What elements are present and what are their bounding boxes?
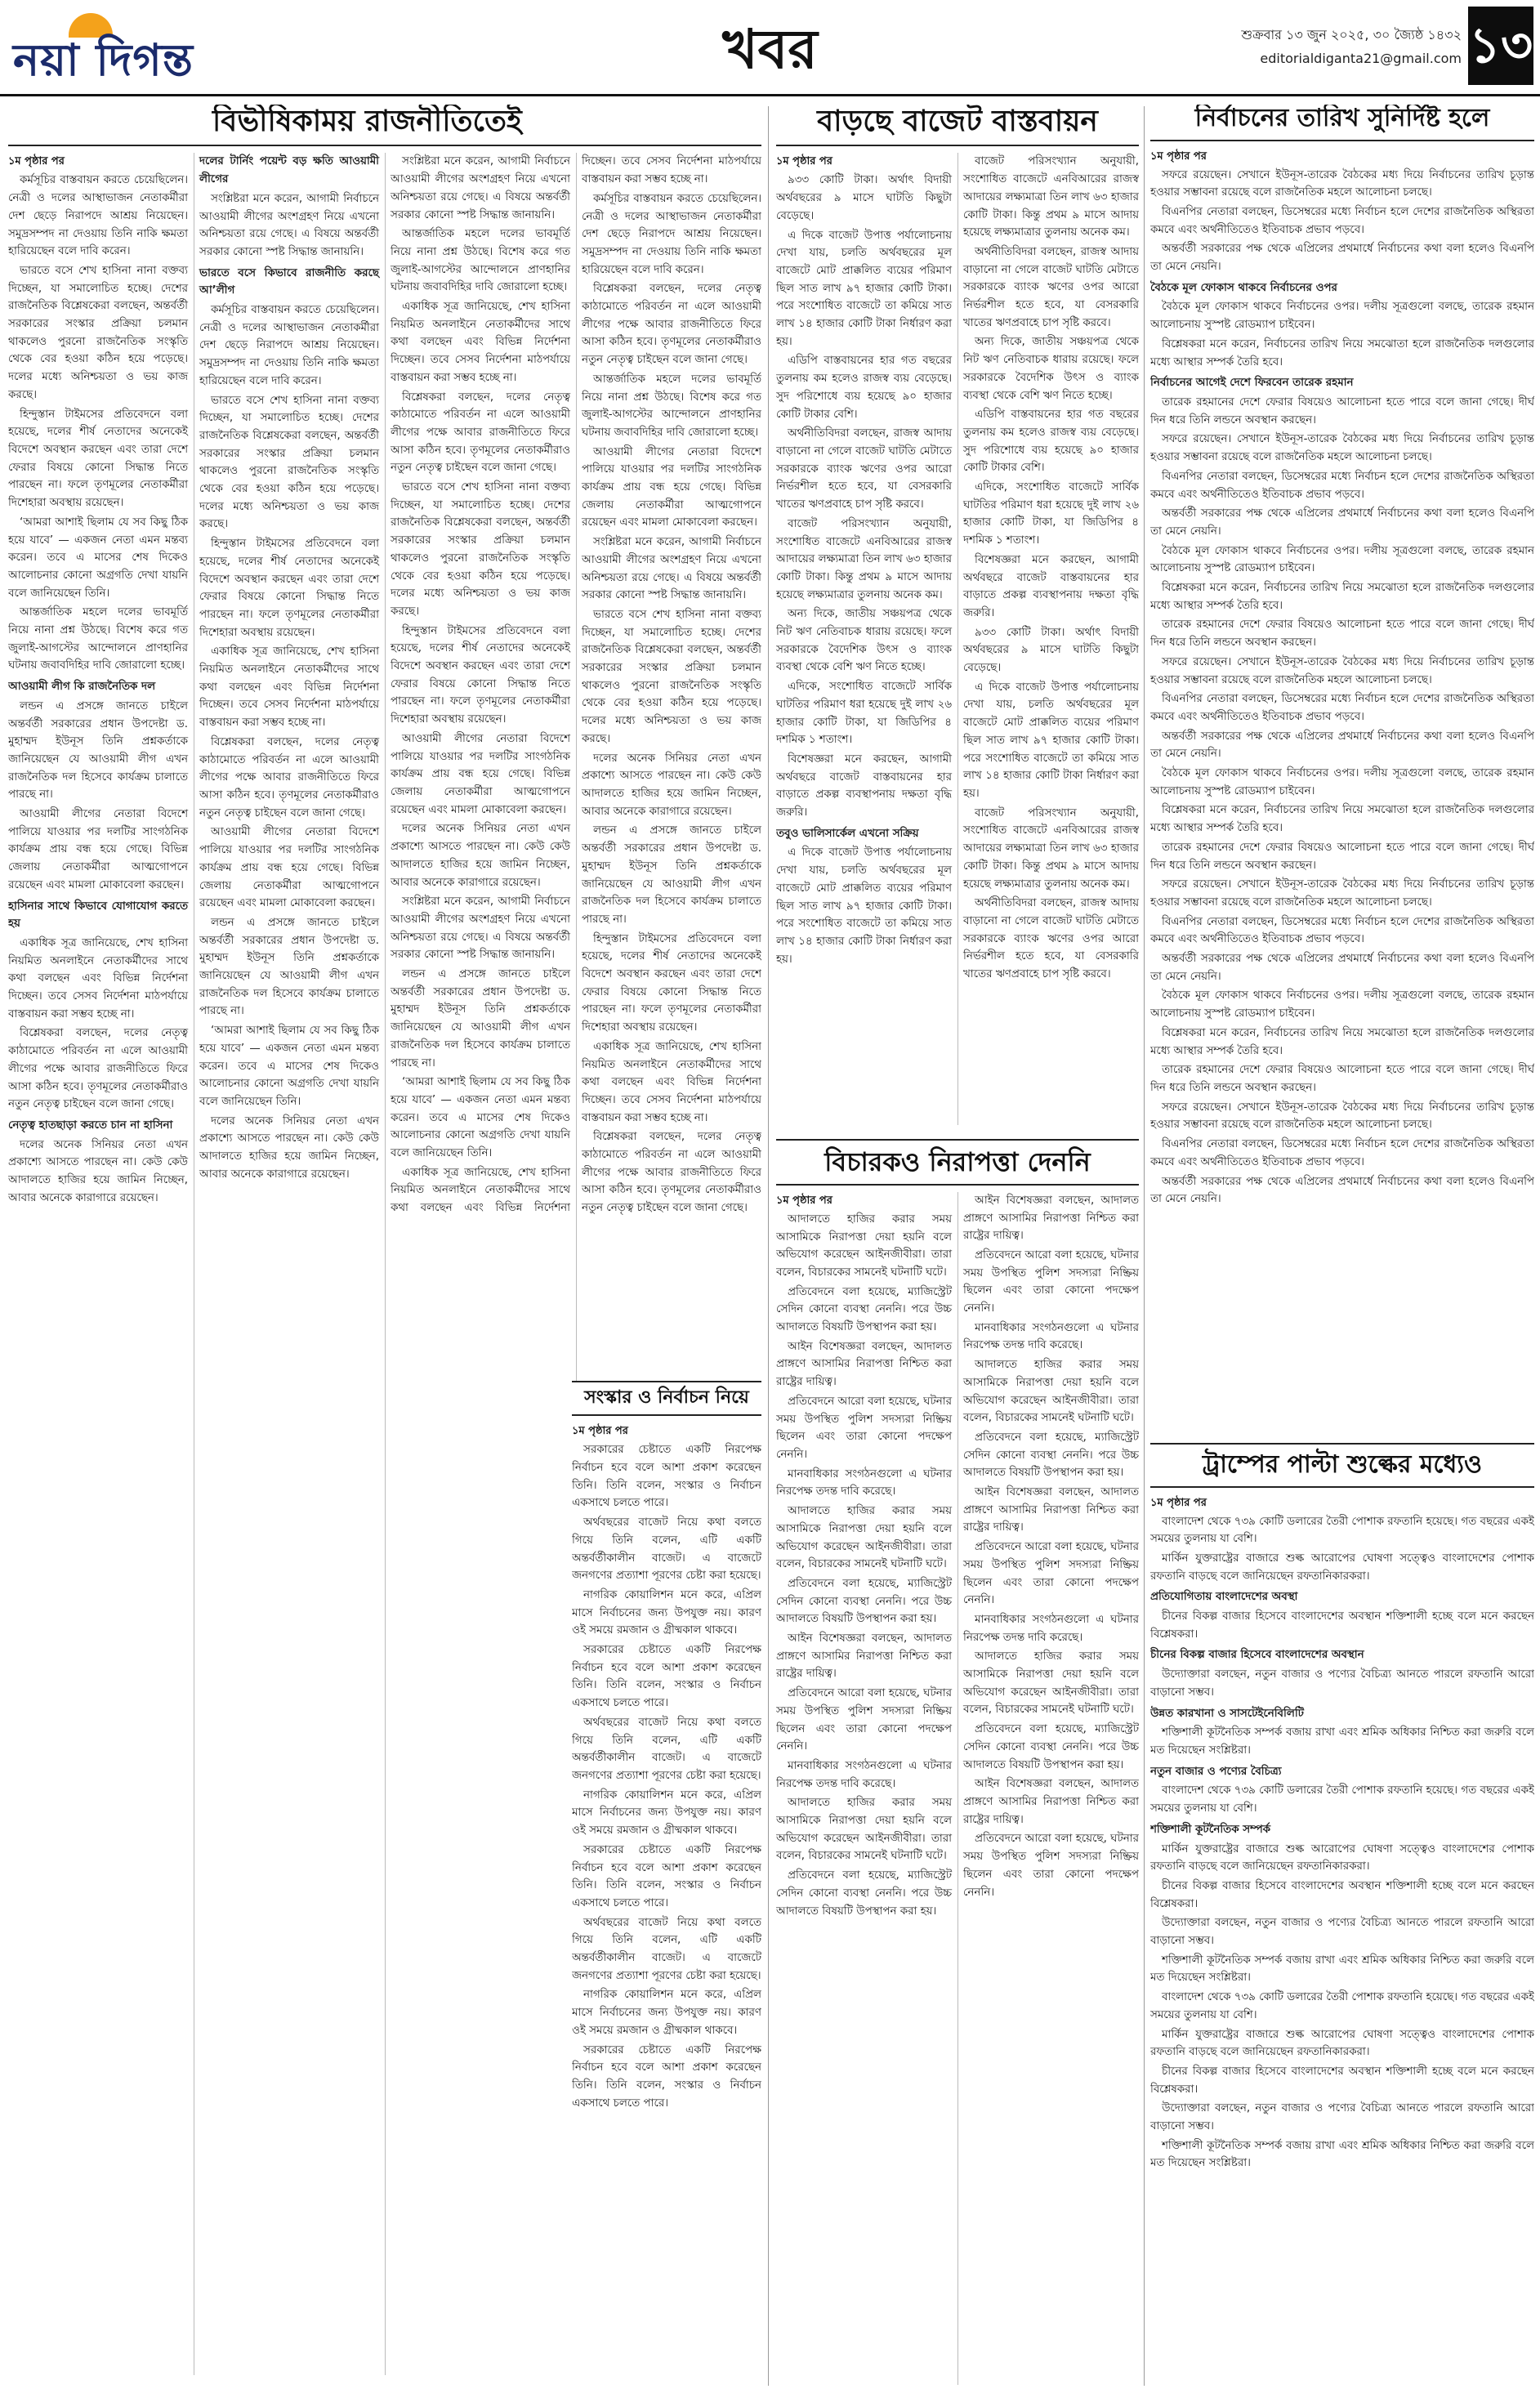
paragraph: সফরে রয়েছেন। সেখানে ইউনূস-তারেক বৈঠকের মধ্য দিয়ে নির্বাচনের তারিখ চূড়ান্ত হওয়ার সম্ভাবনা রয়েছে বলে রাজনৈতিক মহলে আলোচনা চলছে। <box>1150 655 1534 686</box>
paragraph: আওয়ামী লীগের নেতারা বিদেশে পালিয়ে যাওয়ার পর দলটির সাংগঠনিক কার্যক্রম প্রায় বন্ধ হয়ে গেছে। বিভিন্ন জেলায় নেতাকর্মীরা আত্মগোপনে রয়েছেন এবং মামলা মোকাবেলা করছেন। <box>199 826 379 910</box>
paragraph: আদালতে হাজির করার সময় আসামিকে নিরাপত্তা দেয়া হয়নি বলে অভিযোগ করেছেন আইনজীবীরা। তারা বলেন, বিচারকের সামনেই ঘটনাটি ঘটে। <box>963 1650 1139 1717</box>
paragraph: উদ্যোক্তারা বলছেন, নতুন বাজার ও পণ্যের বৈচিত্র্য আনতে পারলে রফতানি আরো বাড়ানো সম্ভব। <box>1150 2102 1534 2133</box>
subheading: আওয়ামী লীগ কি রাজনৈতিক দল <box>8 681 156 694</box>
paragraph: এদিকে, সংশোধিত বাজেটে সার্বিক ঘাটতির পরিমাণ ধরা হয়েছে দুই লাখ ২৬ হাজার কোটি টাকা, যা জিডিপির ৪ দশমিক ১ শতাংশ। <box>776 681 952 747</box>
story-trump-tariff <box>1150 1443 1534 2392</box>
paragraph: হিন্দুস্তান টাইমসের প্রতিবেদনে বলা হয়েছে, দলের শীর্ষ নেতাদের অনেকেই বিদেশে অবস্থান করছেন এবং তারা দেশে ফেরার বিষয়ে কোনো সিদ্ধান্ত নিতে পারছেন না। ফলে তৃণমূলের নেতাকর্মীরা দিশেহারা অবস্থায় রয়েছেন। <box>582 932 761 1034</box>
subheading: শক্তিশালী কূটনৈতিক সম্পর্ক <box>1150 1823 1270 1836</box>
paragraph: ‘আমরা আশাই ছিলাম যে সব কিছু ঠিক হয়ে যাবে’ — একজন নেতা এমন মন্তব্য করেন। তবে এ মাসের শেষ দিকেও আলোচনার কোনো অগ্রগতি দেখা যায়নি বলে জানিয়েছেন তিনি। <box>391 1076 570 1160</box>
paragraph: একাধিক সূত্র জানিয়েছে, শেখ হাসিনা নিয়মিত অনলাইনে নেতাকর্মীদের সাথে কথা বলছেন এবং বিভিন্ন নির্দেশনা দিচ্ছেন। তবে সেসব নির্দেশনা মাঠপর্যায়ে বাস্তবায়ন করা সম্ভব হচ্ছে না। <box>199 645 379 730</box>
paragraph: এ দিকে বাজেট উপাত্ত পর্যালোচনায় দেখা যায়, চলতি অর্থবছরের মূল বাজেটে মোট প্রাক্কলিত ব্যয়ের পরিমাণ ছিল সাত লাখ ৯৭ হাজার কোটি টাকা। পরে সংশোধিত বাজেটে তা কমিয়ে সাত লাখ ১৪ হাজার কোটি টাকা নির্ধারণ করা হয়। <box>776 846 952 966</box>
paragraph: তারেক রহমানের দেশে ফেরার বিষয়েও আলোচনা হতে পারে বলে জানা গেছে। দীর্ঘ দিন ধরে তিনি লন্ডনে অবস্থান করছেন। <box>1150 395 1534 426</box>
paragraph: প্রতিবেদনে বলা হয়েছে, ম্যাজিস্ট্রেট সেদিন কোনো ব্যবস্থা নেননি। পরে উচ্চ আদালতে বিষয়টি উপস্থাপন করা হয়। <box>963 1431 1139 1480</box>
paragraph: বিশ্লেষকরা বলছেন, দলের নেতৃত্ব কাঠামোতে পরিবর্তন না এলে আওয়ামী লীগের পক্ষে আবার রাজনীতিতে ফিরে আসা কঠিন হবে। তৃণমূলের নেতাকর্মীরাও নতুন নেতৃত্ব চাইছেন বলে জানা গেছে। <box>582 283 761 367</box>
headline: বিচারকও নিরাপত্তা দেননি <box>776 1139 1139 1186</box>
paragraph: সংশ্লিষ্টরা মনে করেন, আগামী নির্বাচনে আওয়ামী লীগের অংশগ্রহণ নিয়ে এখনো অনিশ্চয়তা রয়ে গেছে। এ বিষয়ে অন্তর্বর্তী সরকার কোনো স্পষ্ট সিদ্ধান্ত জানায়নি। <box>391 895 570 962</box>
paragraph: এডিপি বাস্তবায়নের হার গত বছরের তুলনায় কম হলেও রাজস্ব ব্যয় বেড়েছে। সুদ পরিশোধে ব্যয় হয়েছে ৯০ হাজার কোটি টাকার বেশি। <box>776 355 952 421</box>
paragraph: ‘আমরা আশাই ছিলাম যে সব কিছু ঠিক হয়ে যাবে’ — একজন নেতা এমন মন্তব্য করেন। তবে এ মাসের শেষ দিকেও আলোচনার কোনো অগ্রগতি দেখা যায়নি বলে জানিয়েছেন তিনি। <box>8 516 188 600</box>
paragraph: প্রতিবেদনে আরো বলা হয়েছে, ঘটনার সময় উপস্থিত পুলিশ সদস্যরা নিষ্ক্রিয় ছিলেন এবং তারা কোনো পদক্ষেপ নেননি। <box>776 1687 952 1753</box>
paragraph: সফরে রয়েছেন। সেখানে ইউনূস-তারেক বৈঠকের মধ্য দিয়ে নির্বাচনের তারিখ চূড়ান্ত হওয়ার সম্ভাবনা রয়েছে বলে রাজনৈতিক মহলে আলোচনা চলছে। <box>1150 433 1534 464</box>
paragraph: উদ্যোক্তারা বলছেন, নতুন বাজার ও পণ্যের বৈচিত্র্য আনতে পারলে রফতানি আরো বাড়ানো সম্ভব। <box>1150 1668 1534 1699</box>
continued-from: ১ম পৃষ্ঠার পর <box>776 1194 832 1207</box>
paragraph: বিশ্লেষকরা বলছেন, দলের নেতৃত্ব কাঠামোতে পরিবর্তন না এলে আওয়ামী লীগের পক্ষে আবার রাজনীতিতে ফিরে আসা কঠিন হবে। তৃণমূলের নেতাকর্মীরাও নতুন নেতৃত্ব চাইছেন বলে জানা গেছে। <box>582 1131 761 1215</box>
paragraph: আদালতে হাজির করার সময় আসামিকে নিরাপত্তা দেয়া হয়নি বলে অভিযোগ করেছেন আইনজীবীরা। তারা বলেন, বিচারকের সামনেই ঘটনাটি ঘটে। <box>776 1797 952 1863</box>
paragraph: বিএনপির নেতারা বলছেন, ডিসেম্বরের মধ্যে নির্বাচন হলে দেশের রাজনৈতিক অস্থিরতা কমবে এবং অর্থনীতিতেও ইতিবাচক প্রভাব পড়বে। <box>1150 470 1534 501</box>
paragraph: প্রতিবেদনে বলা হয়েছে, ম্যাজিস্ট্রেট সেদিন কোনো ব্যবস্থা নেননি। পরে উচ্চ আদালতে বিষয়টি উপস্থাপন করা হয়। <box>776 1577 952 1626</box>
paragraph: বৈঠকে মূল ফোকাস থাকবে নির্বাচনের ওপর। দলীয় সূত্রগুলো বলছে, তারেক রহমান আলোচনায় সুস্পষ্ট রোডম্যাপ চাইবেন। <box>1150 544 1534 575</box>
paragraph: বিএনপির নেতারা বলছেন, ডিসেম্বরের মধ্যে নির্বাচন হলে দেশের রাজনৈতিক অস্থিরতা কমবে এবং অর্থনীতিতেও ইতিবাচক প্রভাব পড়বে। <box>1150 205 1534 236</box>
paragraph: তারেক রহমানের দেশে ফেরার বিষয়েও আলোচনা হতে পারে বলে জানা গেছে। দীর্ঘ দিন ধরে তিনি লন্ডনে অবস্থান করছেন। <box>1150 618 1534 650</box>
subheading: নির্বাচনের আগেই দেশে ফিরবেন তারেক রহমান <box>1150 377 1354 390</box>
column-divider <box>1144 106 1145 2386</box>
continued-from: ১ম পৃষ্ঠার পর <box>8 155 65 168</box>
paragraph: একাধিক সূত্র জানিয়েছে, শেখ হাসিনা নিয়মিত অনলাইনে নেতাকর্মীদের সাথে কথা বলছেন এবং বিভিন্ন নির্দেশনা দিচ্ছেন। তবে সেসব নির্দেশনা মাঠপর্যায়ে বাস্তবায়ন করা সম্ভব হচ্ছে না। <box>391 301 570 384</box>
paragraph: এডিপি বাস্তবায়নের হার গত বছরের তুলনায় কম হলেও রাজস্ব ব্যয় বেড়েছে। সুদ পরিশোধে ব্যয় হয়েছে ৯০ হাজার কোটি টাকার বেশি। <box>963 409 1139 475</box>
paragraph: কর্মসূচির বাস্তবায়ন করতে চেয়েছিলেন। নেত্রী ও দলের আস্থাভাজন নেতাকর্মীরা দেশ ছেড়ে নিরাপদে আশ্রয় নিয়েছেন। সমুদ্রসম্পদ না দেওয়ায় তিনি নাকি ক্ষমতা হারিয়েছেন বলে দাবি করেন। <box>582 192 761 276</box>
paragraph: প্রতিবেদনে আরো বলা হয়েছে, ঘটনার সময় উপস্থিত পুলিশ সদস্যরা নিষ্ক্রিয় ছিলেন এবং তারা কোনো পদক্ষেপ নেননি। <box>776 1395 952 1461</box>
paragraph: মানবাধিকার সংগঠনগুলো এ ঘটনার নিরপেক্ষ তদন্ত দাবি করেছে। <box>776 1759 952 1790</box>
paragraph: আদালতে হাজির করার সময় আসামিকে নিরাপত্তা দেয়া হয়নি বলে অভিযোগ করেছেন আইনজীবীরা। তারা বলেন, বিচারকের সামনেই ঘটনাটি ঘটে। <box>776 1212 952 1279</box>
paragraph: আওয়ামী লীগের নেতারা বিদেশে পালিয়ে যাওয়ার পর দলটির সাংগঠনিক কার্যক্রম প্রায় বন্ধ হয়ে গেছে। বিভিন্ন জেলায় নেতাকর্মীরা আত্মগোপনে রয়েছেন এবং মামলা মোকাবেলা করছেন। <box>582 445 761 529</box>
paragraph: বাজেট পরিসংখ্যান অনুযায়ী, সংশোধিত বাজেটে এনবিআরের রাজস্ব আদায়ের লক্ষ্যমাত্রা তিন লাখ ৬৩ হাজার কোটি টাকা। কিন্তু প্রথম ৯ মাসে আদায় হয়েছে লক্ষ্যমাত্রার তুলনায় অনেক কম। <box>963 155 1139 239</box>
paragraph: এদিকে, সংশোধিত বাজেটে সার্বিক ঘাটতির পরিমাণ ধরা হয়েছে দুই লাখ ২৬ হাজার কোটি টাকা, যা জিডিপির ৪ দশমিক ১ শতাংশ। <box>963 481 1139 547</box>
paragraph: বিএনপির নেতারা বলছেন, ডিসেম্বরের মধ্যে নির্বাচন হলে দেশের রাজনৈতিক অস্থিরতা কমবে এবং অর্থনীতিতেও ইতিবাচক প্রভাব পড়বে। <box>1150 1138 1534 1168</box>
continued-from: ১ম পৃষ্ঠার পর <box>1150 1496 1207 1509</box>
paragraph: আন্তর্জাতিক মহলে দলের ভাবমূর্তি নিয়ে নানা প্রশ্ন উঠছে। বিশেষ করে গত জুলাই-আগস্টের আন্দোলনে প্রাণহানির ঘটনায় জবাবদিহির দাবি জোরালো হচ্ছে। <box>391 228 570 294</box>
paragraph: অন্তর্বর্তী সরকারের পক্ষ থেকে এপ্রিলের প্রথমার্ধে নির্বাচনের কথা বলা হলেও বিএনপি তা মেনে নেয়নি। <box>1150 730 1534 761</box>
paragraph: প্রতিবেদনে আরো বলা হয়েছে, ঘটনার সময় উপস্থিত পুলিশ সদস্যরা নিষ্ক্রিয় ছিলেন এবং তারা কোনো পদক্ষেপ নেননি। <box>963 1541 1139 1607</box>
continued-from: ১ম পৃষ্ঠার পর <box>776 155 832 168</box>
story-body <box>1150 1494 1534 2385</box>
paragraph: বিশ্লেষকরা মনে করেন, নির্বাচনের তারিখ নিয়ে সমঝোতা হলে রাজনৈতিক দলগুলোর মধ্যে আস্থার সম্পর্ক তৈরি হবে। <box>1150 337 1534 368</box>
headline: সংস্কার ও নির্বাচন নিয়ে <box>572 1381 761 1416</box>
masthead <box>0 0 1540 96</box>
paragraph: একাধিক সূত্র জানিয়েছে, শেখ হাসিনা নিয়মিত অনলাইনে নেতাকর্মীদের সাথে কথা বলছেন এবং বিভিন্ন নির্দেশনা দিচ্ছেন। তবে সেসব নির্দেশনা মাঠপর্যায়ে বাস্তবায়ন করা সম্ভব হচ্ছে না। <box>391 155 761 1215</box>
paragraph: ভারতে বসে শেখ হাসিনা নানা বক্তব্য দিচ্ছেন, যা সমালোচিত হচ্ছে। দেশের রাজনৈতিক বিশ্লেষকেরা বলছেন, অন্তর্বর্তী সরকারের সংস্কার প্রক্রিয়া চলমান থাকলেও পুরনো রাজনৈতিক সংস্কৃতি থেকে বের হওয়া কঠিন হয়ে পড়েছে। দলের মধ্যে অনিশ্চয়তা ও ভয় কাজ করছে। <box>8 264 188 401</box>
paragraph: অর্থবছরের বাজেট নিয়ে কথা বলতে গিয়ে তিনি বলেন, এটি একটি অন্তর্বর্তীকালীন বাজেট। এ বাজেটে জনগণের প্রত্যাশা পূরণের চেষ্টা করা হয়েছে। <box>572 1716 761 1782</box>
paragraph: ভারতে বসে শেখ হাসিনা নানা বক্তব্য দিচ্ছেন, যা সমালোচিত হচ্ছে। দেশের রাজনৈতিক বিশ্লেষকেরা বলছেন, অন্তর্বর্তী সরকারের সংস্কার প্রক্রিয়া চলমান থাকলেও পুরনো রাজনৈতিক সংস্কৃতি থেকে বের হওয়া কঠিন হয়ে পড়েছে। দলের মধ্যে অনিশ্চয়তা ও ভয় কাজ করছে। <box>582 608 761 745</box>
paragraph: বিএনপির নেতারা বলছেন, ডিসেম্বরের মধ্যে নির্বাচন হলে দেশের রাজনৈতিক অস্থিরতা কমবে এবং অর্থনীতিতেও ইতিবাচক প্রভাব পড়বে। <box>1150 693 1534 723</box>
continued-from: ১ম পৃষ্ঠার পর <box>572 1425 628 1438</box>
paragraph: প্রতিবেদনে আরো বলা হয়েছে, ঘটনার সময় উপস্থিত পুলিশ সদস্যরা নিষ্ক্রিয় ছিলেন এবং তারা কোনো পদক্ষেপ নেননি। <box>963 1248 1139 1315</box>
subheading: হাসিনার সাথে কিভাবে যোগাযোগ করতে হয় <box>8 900 188 931</box>
paragraph: শক্তিশালী কূটনৈতিক সম্পর্ক বজায় রাখা এবং শ্রমিক অধিকার নিশ্চিত করা জরুরি বলে মত দিয়েছেন সংশ্লিষ্টরা। <box>1150 1954 1534 1985</box>
paragraph: লন্ডন এ প্রসঙ্গে জানতে চাইলে অন্তর্বর্তী সরকারের প্রধান উপদেষ্টা ড. মুহাম্মদ ইউনূস তিনি প্রশ্নকর্তাকে জানিয়েছেন যে আওয়ামী লীগ এখন রাজনৈতিক দল হিসেবে কার্যক্রম চালাতে পারছে না। <box>8 699 188 802</box>
paragraph: প্রতিবেদনে বলা হয়েছে, ম্যাজিস্ট্রেট সেদিন কোনো ব্যবস্থা নেননি। পরে উচ্চ আদালতে বিষয়টি উপস্থাপন করা হয়। <box>776 1285 952 1334</box>
subheading: উন্নত কারখানা ও সাসটেইনেবিলিটি <box>1150 1707 1304 1720</box>
paragraph: অর্থনীতিবিদরা বলছেন, রাজস্ব আদায় বাড়ানো না গেলে বাজেট ঘাটতি মেটাতে সরকারকে ব্যাংক ঋণের ওপর আরো নির্ভরশীল হতে হবে, যা বেসরকারি খাতের ঋণপ্রবাহে চাপ সৃষ্টি করবে। <box>776 427 952 511</box>
paragraph: চীনের বিকল্প বাজার হিসেবে বাংলাদেশের অবস্থান শক্তিশালী হচ্ছে বলে মনে করছেন বিশ্লেষকরা। <box>1150 1610 1534 1641</box>
column-divider <box>768 106 769 2386</box>
paragraph: মার্কিন যুক্তরাষ্ট্রের বাজারে শুল্ক আরোপের ঘোষণা সত্ত্বেও বাংলাদেশের পোশাক রফতানি বাড়ছে বলে জানিয়েছেন রফতানিকারকরা। <box>1150 1842 1534 1873</box>
paragraph: হিন্দুস্তান টাইমসের প্রতিবেদনে বলা হয়েছে, দলের শীর্ষ নেতাদের অনেকেই বিদেশে অবস্থান করছেন এবং তারা দেশে ফেরার বিষয়ে কোনো সিদ্ধান্ত নিতে পারছেন না। ফলে তৃণমূলের নেতাকর্মীরা দিশেহারা অবস্থায় রয়েছেন। <box>391 624 570 726</box>
paragraph: বৈঠকে মূল ফোকাস থাকবে নির্বাচনের ওপর। দলীয় সূত্রগুলো বলছে, তারেক রহমান আলোচনায় সুস্পষ্ট রোডম্যাপ চাইবেন। <box>1150 767 1534 797</box>
paragraph: আইন বিশেষজ্ঞরা বলছেন, আদালত প্রাঙ্গণে আসামির নিরাপত্তা নিশ্চিত করা রাষ্ট্রের দায়িত্ব। <box>963 1486 1139 1534</box>
story-body <box>776 1192 1139 2385</box>
paragraph: বাজেট পরিসংখ্যান অনুযায়ী, সংশোধিত বাজেটে এনবিআরের রাজস্ব আদায়ের লক্ষ্যমাত্রা তিন লাখ ৬৩ হাজার কোটি টাকা। কিন্তু প্রথম ৯ মাসে আদায় হয়েছে লক্ষ্যমাত্রার তুলনায় অনেক কম। <box>963 806 1139 891</box>
paragraph: সংশ্লিষ্টরা মনে করেন, আগামী নির্বাচনে আওয়ামী লীগের অংশগ্রহণ নিয়ে এখনো অনিশ্চয়তা রয়ে গেছে। এ বিষয়ে অন্তর্বর্তী সরকার কোনো স্পষ্ট সিদ্ধান্ত জানায়নি। <box>391 155 570 221</box>
subheading: চীনের বিকল্প বাজার হিসেবে বাংলাদেশের অবস্থান <box>1150 1649 1364 1662</box>
paragraph: আদালতে হাজির করার সময় আসামিকে নিরাপত্তা দেয়া হয়নি বলে অভিযোগ করেছেন আইনজীবীরা। তারা বলেন, বিচারকের সামনেই ঘটনাটি ঘটে। <box>963 1359 1139 1425</box>
paragraph: আওয়ামী লীগের নেতারা বিদেশে পালিয়ে যাওয়ার পর দলটির সাংগঠনিক কার্যক্রম প্রায় বন্ধ হয়ে গেছে। বিভিন্ন জেলায় নেতাকর্মীরা আত্মগোপনে রয়েছেন এবং মামলা মোকাবেলা করছেন। <box>8 808 188 891</box>
paragraph: দলের অনেক সিনিয়র নেতা এখন প্রকাশ্যে আসতে পারছেন না। কেউ কেউ আদালতে হাজির হয়ে জামিন নিচ্ছেন, আবার অনেকে কারাগারে রয়েছেন। <box>391 823 570 889</box>
paragraph: এ দিকে বাজেট উপাত্ত পর্যালোচনায় দেখা যায়, চলতি অর্থবছরের মূল বাজেটে মোট প্রাক্কলিত ব্যয়ের পরিমাণ ছিল সাত লাখ ৯৭ হাজার কোটি টাকা। পরে সংশোধিত বাজেটে তা কমিয়ে সাত লাখ ১৪ হাজার কোটি টাকা নির্ধারণ করা হয়। <box>776 229 952 348</box>
story-justice <box>776 1139 1139 2392</box>
paragraph: বিশ্লেষকরা বলছেন, দলের নেতৃত্ব কাঠামোতে পরিবর্তন না এলে আওয়ামী লীগের পক্ষে আবার রাজনীতিতে ফিরে আসা কঠিন হবে। তৃণমূলের নেতাকর্মীরাও নতুন নেতৃত্ব চাইছেন বলে জানা গেছে। <box>199 735 379 819</box>
paragraph: বাংলাদেশ থেকে ৭৩৯ কোটি ডলারের তৈরী পোশাক রফতানি হয়েছে। গত বছরের একই সময়ের তুলনায় যা বেশি। <box>1150 1991 1534 2021</box>
paragraph: একাধিক সূত্র জানিয়েছে, শেখ হাসিনা নিয়মিত অনলাইনে নেতাকর্মীদের সাথে কথা বলছেন এবং বিভিন্ন নির্দেশনা দিচ্ছেন। তবে সেসব নির্দেশনা মাঠপর্যায়ে বাস্তবায়ন করা সম্ভব হচ্ছে না। <box>582 1040 761 1124</box>
paragraph: সংশ্লিষ্টরা মনে করেন, আগামী নির্বাচনে আওয়ামী লীগের অংশগ্রহণ নিয়ে এখনো অনিশ্চয়তা রয়ে গেছে। এ বিষয়ে অন্তর্বর্তী সরকার কোনো স্পষ্ট সিদ্ধান্ত জানায়নি। <box>582 536 761 602</box>
paragraph: আইন বিশেষজ্ঞরা বলছেন, আদালত প্রাঙ্গণে আসামির নিরাপত্তা নিশ্চিত করা রাষ্ট্রের দায়িত্ব। <box>963 1778 1139 1826</box>
paragraph: এ দিকে বাজেট উপাত্ত পর্যালোচনায় দেখা যায়, চলতি অর্থবছরের মূল বাজেটে মোট প্রাক্কলিত ব্যয়ের পরিমাণ ছিল সাত লাখ ৯৭ হাজার কোটি টাকা। পরে সংশোধিত বাজেটে তা কমিয়ে সাত লাখ ১৪ হাজার কোটি টাকা নির্ধারণ করা হয়। <box>963 681 1139 800</box>
page-number: ১৩ <box>1468 7 1533 85</box>
subheading: নতুন বাজার ও পণ্যের বৈচিত্র্য <box>1150 1765 1282 1778</box>
paragraph: দলের অনেক সিনিয়র নেতা এখন প্রকাশ্যে আসতে পারছেন না। কেউ কেউ আদালতে হাজির হয়ে জামিন নিচ্ছেন, আবার অনেকে কারাগারে রয়েছেন। <box>582 752 761 818</box>
paragraph: সফরে রয়েছেন। সেখানে ইউনূস-তারেক বৈঠকের মধ্য দিয়ে নির্বাচনের তারিখ চূড়ান্ত হওয়ার সম্ভাবনা রয়েছে বলে রাজনৈতিক মহলে আলোচনা চলছে। <box>1150 168 1534 199</box>
paragraph: ৯৩৩ কোটি টাকা। অর্থাৎ বিদায়ী অর্থবছরের ৯ মাসে ঘাটতি কিছুটা বেড়েছে। <box>963 626 1139 675</box>
paragraph: চীনের বিকল্প বাজার হিসেবে বাংলাদেশের অবস্থান শক্তিশালী হচ্ছে বলে মনে করছেন বিশ্লেষকরা। <box>1150 1879 1534 1910</box>
paragraph: নাগরিক কোয়ালিশন মনে করে, এপ্রিল মাসে নির্বাচনের জন্য উপযুক্ত নয়। কারণ ওই সময়ে রমজান ও গ্রীষ্মকাল থাকবে। <box>572 1989 761 2037</box>
section-title: খবর <box>722 17 818 81</box>
continued-from: ১ম পৃষ্ঠার পর <box>1150 150 1207 163</box>
paragraph: অর্থবছরের বাজেট নিয়ে কথা বলতে গিয়ে তিনি বলেন, এটি একটি অন্তর্বর্তীকালীন বাজেট। এ বাজেটে জনগণের প্রত্যাশা পূরণের চেষ্টা করা হয়েছে। <box>572 1916 761 1982</box>
paragraph: উদ্যোক্তারা বলছেন, নতুন বাজার ও পণ্যের বৈচিত্র্য আনতে পারলে রফতানি আরো বাড়ানো সম্ভব। <box>1150 1917 1534 1948</box>
paragraph: অন্তর্বর্তী সরকারের পক্ষ থেকে এপ্রিলের প্রথমার্ধে নির্বাচনের কথা বলা হলেও বিএনপি তা মেনে নেয়নি। <box>1150 953 1534 983</box>
paragraph: বিশ্লেষকরা বলছেন, দলের নেতৃত্ব কাঠামোতে পরিবর্তন না এলে আওয়ামী লীগের পক্ষে আবার রাজনীতিতে ফিরে আসা কঠিন হবে। তৃণমূলের নেতাকর্মীরাও নতুন নেতৃত্ব চাইছেন বলে জানা গেছে। <box>391 391 570 475</box>
subheading: তবুও ভালিসার্কেল এখনো সক্রিয় <box>776 827 919 840</box>
paragraph: আন্তর্জাতিক মহলে দলের ভাবমূর্তি নিয়ে নানা প্রশ্ন উঠছে। বিশেষ করে গত জুলাই-আগস্টের আন্দোলনে প্রাণহানির ঘটনায় জবাবদিহির দাবি জোরালো হচ্ছে। <box>8 606 188 672</box>
paragraph: ভারতে বসে শেখ হাসিনা নানা বক্তব্য দিচ্ছেন, যা সমালোচিত হচ্ছে। দেশের রাজনৈতিক বিশ্লেষকেরা বলছেন, অন্তর্বর্তী সরকারের সংস্কার প্রক্রিয়া চলমান থাকলেও পুরনো রাজনৈতিক সংস্কৃতি থেকে বের হওয়া কঠিন হয়ে পড়েছে। দলের মধ্যে অনিশ্চয়তা ও ভয় কাজ করছে। <box>391 481 570 618</box>
story-body <box>776 153 1139 1125</box>
paragraph: ‘আমরা আশাই ছিলাম যে সব কিছু ঠিক হয়ে যাবে’ — একজন নেতা এমন মন্তব্য করেন। তবে এ মাসের শেষ দিকেও আলোচনার কোনো অগ্রগতি দেখা যায়নি বলে জানিয়েছেন তিনি। <box>199 1025 379 1108</box>
paragraph: বিএনপির নেতারা বলছেন, ডিসেম্বরের মধ্যে নির্বাচন হলে দেশের রাজনৈতিক অস্থিরতা কমবে এবং অর্থনীতিতেও ইতিবাচক প্রভাব পড়বে। <box>1150 915 1534 946</box>
subheading: ভারতে বসে কিভাবে রাজনীতি করছে আ’লীগ <box>199 266 379 297</box>
paragraph: মার্কিন যুক্তরাষ্ট্রের বাজারে শুল্ক আরোপের ঘোষণা সত্ত্বেও বাংলাদেশের পোশাক রফতানি বাড়ছে বলে জানিয়েছেন রফতানিকারকরা। <box>1150 1552 1534 1583</box>
story-budget <box>776 105 1139 1134</box>
paragraph: বিশ্লেষকরা বলছেন, দলের নেতৃত্ব কাঠামোতে পরিবর্তন না এলে আওয়ামী লীগের পক্ষে আবার রাজনীতিতে ফিরে আসা কঠিন হবে। তৃণমূলের নেতাকর্মীরাও নতুন নেতৃত্ব চাইছেন বলে জানা গেছে। <box>8 1027 188 1111</box>
paragraph: অর্থনীতিবিদরা বলছেন, রাজস্ব আদায় বাড়ানো না গেলে বাজেট ঘাটতি মেটাতে সরকারকে ব্যাংক ঋণের ওপর আরো নির্ভরশীল হতে হবে, যা বেসরকারি খাতের ঋণপ্রবাহে চাপ সৃষ্টি করবে। <box>963 897 1139 981</box>
paragraph: তারেক রহমানের দেশে ফেরার বিষয়েও আলোচনা হতে পারে বলে জানা গেছে। দীর্ঘ দিন ধরে তিনি লন্ডনে অবস্থান করছেন। <box>1150 841 1534 872</box>
paragraph: আওয়ামী লীগের নেতারা বিদেশে পালিয়ে যাওয়ার পর দলটির সাংগঠনিক কার্যক্রম প্রায় বন্ধ হয়ে গেছে। বিভিন্ন জেলায় নেতাকর্মীরা আত্মগোপনে রয়েছেন এবং মামলা মোকাবেলা করছেন। <box>391 732 570 816</box>
paragraph: সরকারের চেষ্টাতে একটি নিরপেক্ষ নির্বাচন হবে বলে আশা প্রকাশ করেছেন তিনি। তিনি বলেন, সংস্কার ও নির্বাচন একসাথে চলতে পারে। <box>572 1843 761 1909</box>
story-election <box>1150 105 1534 1436</box>
paragraph: কর্মসূচির বাস্তবায়ন করতে চেয়েছিলেন। নেত্রী ও দলের আস্থাভাজন নেতাকর্মীরা দেশ ছেড়ে নিরাপদে আশ্রয় নিয়েছেন। সমুদ্রসম্পদ না দেওয়ায় তিনি নাকি ক্ষমতা হারিয়েছেন বলে দাবি করেন। <box>199 304 379 387</box>
paragraph: হিন্দুস্তান টাইমসের প্রতিবেদনে বলা হয়েছে, দলের শীর্ষ নেতাদের অনেকেই বিদেশে অবস্থান করছেন এবং তারা দেশে ফেরার বিষয়ে কোনো সিদ্ধান্ত নিতে পারছেন না। ফলে তৃণমূলের নেতাকর্মীরা দিশেহারা অবস্থায় রয়েছেন। <box>8 408 188 510</box>
paragraph: মানবাধিকার সংগঠনগুলো এ ঘটনার নিরপেক্ষ তদন্ত দাবি করেছে। <box>963 1321 1139 1352</box>
paragraph: অন্য দিকে, জাতীয় সঞ্চয়পত্র থেকে নিট ঋণ নেতিবাচক ধারায় রয়েছে। ফলে সরকারকে বৈদেশিক উৎস ও ব্যাংক ব্যবস্থা থেকে বেশি ঋণ নিতে হচ্ছে। <box>963 336 1139 402</box>
paragraph: বৈঠকে মূল ফোকাস থাকবে নির্বাচনের ওপর। দলীয় সূত্রগুলো বলছে, তারেক রহমান আলোচনায় সুস্পষ্ট রোডম্যাপ চাইবেন। <box>1150 301 1534 332</box>
paragraph: প্রতিবেদনে বলা হয়েছে, ম্যাজিস্ট্রেট সেদিন কোনো ব্যবস্থা নেননি। পরে উচ্চ আদালতে বিষয়টি উপস্থাপন করা হয়। <box>776 1869 952 1918</box>
paragraph: বিশেষজ্ঞরা মনে করছেন, আগামী অর্থবছরে বাজেট বাস্তবায়নের হার বাড়াতে প্রকল্প ব্যবস্থাপনায় দক্ষতা বৃদ্ধি জরুরি। <box>963 553 1139 619</box>
paragraph: লন্ডন এ প্রসঙ্গে জানতে চাইলে অন্তর্বর্তী সরকারের প্রধান উপদেষ্টা ড. মুহাম্মদ ইউনূস তিনি প্রশ্নকর্তাকে জানিয়েছেন যে আওয়ামী লীগ এখন রাজনৈতিক দল হিসেবে কার্যক্রম চালাতে পারছে না। <box>199 916 379 1018</box>
paragraph: ৯৩৩ কোটি টাকা। অর্থাৎ বিদায়ী অর্থবছরের ৯ মাসে ঘাটতি কিছুটা বেড়েছে। <box>776 174 952 222</box>
logo-text: নয়া দিগন্ত <box>13 33 194 86</box>
paragraph: দলের অনেক সিনিয়র নেতা এখন প্রকাশ্যে আসতে পারছেন না। কেউ কেউ আদালতে হাজির হয়ে জামিন নিচ্ছেন, আবার অনেকে কারাগারে রয়েছেন। <box>8 1138 188 1204</box>
paragraph: সরকারের চেষ্টাতে একটি নিরপেক্ষ নির্বাচন হবে বলে আশা প্রকাশ করেছেন তিনি। তিনি বলেন, সংস্কার ও নির্বাচন একসাথে চলতে পারে। <box>572 2043 761 2110</box>
paragraph: একাধিক সূত্র জানিয়েছে, শেখ হাসিনা নিয়মিত অনলাইনে নেতাকর্মীদের সাথে কথা বলছেন এবং বিভিন্ন নির্দেশনা দিচ্ছেন। তবে সেসব নির্দেশনা মাঠপর্যায়ে বাস্তবায়ন করা সম্ভব হচ্ছে না। <box>8 936 188 1020</box>
paragraph: সফরে রয়েছেন। সেখানে ইউনূস-তারেক বৈঠকের মধ্য দিয়ে নির্বাচনের তারিখ চূড়ান্ত হওয়ার সম্ভাবনা রয়েছে বলে রাজনৈতিক মহলে আলোচনা চলছে। <box>1150 878 1534 909</box>
paragraph: নাগরিক কোয়ালিশন মনে করে, এপ্রিল মাসে নির্বাচনের জন্য উপযুক্ত নয়। কারণ ওই সময়ে রমজান ও গ্রীষ্মকাল থাকবে। <box>572 1788 761 1838</box>
paragraph: কর্মসূচির বাস্তবায়ন করতে চেয়েছিলেন। নেত্রী ও দলের আস্থাভাজন নেতাকর্মীরা দেশ ছেড়ে নিরাপদে আশ্রয় নিয়েছেন। সমুদ্রসম্পদ না দেওয়ায় তিনি নাকি ক্ষমতা হারিয়েছেন বলে দাবি করেন। <box>8 174 188 258</box>
paragraph: বাংলাদেশ থেকে ৭৩৯ কোটি ডলারের তৈরী পোশাক রফতানি হয়েছে। গত বছরের একই সময়ের তুলনায় যা বেশি। <box>1150 1515 1534 1546</box>
paragraph: মানবাধিকার সংগঠনগুলো এ ঘটনার নিরপেক্ষ তদন্ত দাবি করেছে। <box>776 1467 952 1498</box>
headline: নির্বাচনের তারিখ সুনির্দিষ্ট হলে <box>1150 105 1534 141</box>
paragraph: লন্ডন এ প্রসঙ্গে জানতে চাইলে অন্তর্বর্তী সরকারের প্রধান উপদেষ্টা ড. মুহাম্মদ ইউনূস তিনি প্রশ্নকর্তাকে জানিয়েছেন যে আওয়ামী লীগ এখন রাজনৈতিক দল হিসেবে কার্যক্রম চালাতে পারছে না। <box>582 824 761 926</box>
subheading: বৈঠকে মূল ফোকাস থাকবে নির্বাচনের ওপর <box>1150 281 1337 294</box>
paragraph: আন্তর্জাতিক মহলে দলের ভাবমূর্তি নিয়ে নানা প্রশ্ন উঠছে। বিশেষ করে গত জুলাই-আগস্টের আন্দোলনে প্রাণহানির ঘটনায় জবাবদিহির দাবি জোরালো হচ্ছে। <box>582 373 761 439</box>
paragraph: বাজেট পরিসংখ্যান অনুযায়ী, সংশোধিত বাজেটে এনবিআরের রাজস্ব আদায়ের লক্ষ্যমাত্রা তিন লাখ ৬৩ হাজার কোটি টাকা। কিন্তু প্রথম ৯ মাসে আদায় হয়েছে লক্ষ্যমাত্রার তুলনায় অনেক কম। <box>776 517 952 601</box>
paragraph: আইন বিশেষজ্ঞরা বলছেন, আদালত প্রাঙ্গণে আসামির নিরাপত্তা নিশ্চিত করা রাষ্ট্রের দায়িত্ব। <box>776 1632 952 1681</box>
paragraph: শক্তিশালী কূটনৈতিক সম্পর্ক বজায় রাখা এবং শ্রমিক অধিকার নিশ্চিত করা জরুরি বলে মত দিয়েছেন সংশ্লিষ্টরা। <box>1150 1726 1534 1757</box>
paragraph: আইন বিশেষজ্ঞরা বলছেন, আদালত প্রাঙ্গণে আসামির নিরাপত্তা নিশ্চিত করা রাষ্ট্রের দায়িত্ব। <box>776 1340 952 1389</box>
paragraph: হিন্দুস্তান টাইমসের প্রতিবেদনে বলা হয়েছে, দলের শীর্ষ নেতাদের অনেকেই বিদেশে অবস্থান করছেন এবং তারা দেশে ফেরার বিষয়ে কোনো সিদ্ধান্ত নিতে পারছেন না। ফলে তৃণমূলের নেতাকর্মীরা দিশেহারা অবস্থায় রয়েছেন। <box>199 538 379 639</box>
paragraph: মানবাধিকার সংগঠনগুলো এ ঘটনার নিরপেক্ষ তদন্ত দাবি করেছে। <box>963 1613 1139 1644</box>
paragraph: মার্কিন যুক্তরাষ্ট্রের বাজারে শুল্ক আরোপের ঘোষণা সত্ত্বেও বাংলাদেশের পোশাক রফতানি বাড়ছে বলে জানিয়েছেন রফতানিকারকরা। <box>1150 2028 1534 2059</box>
paragraph: প্রতিবেদনে বলা হয়েছে, ম্যাজিস্ট্রেট সেদিন কোনো ব্যবস্থা নেননি। পরে উচ্চ আদালতে বিষয়টি উপস্থাপন করা হয়। <box>963 1723 1139 1771</box>
paragraph: আইন বিশেষজ্ঞরা বলছেন, আদালত প্রাঙ্গণে আসামির নিরাপত্তা নিশ্চিত করা রাষ্ট্রের দায়িত্ব। <box>963 1194 1139 1243</box>
headline: বিভীষিকাময় রাজনীতিতেই <box>8 105 761 146</box>
paragraph: বিশ্লেষকরা মনে করেন, নির্বাচনের তারিখ নিয়ে সমঝোতা হলে রাজনৈতিক দলগুলোর মধ্যে আস্থার সম্পর্ক তৈরি হবে। <box>1150 804 1534 835</box>
story-body <box>1150 148 1534 1422</box>
paragraph: অর্থনীতিবিদরা বলছেন, রাজস্ব আদায় বাড়ানো না গেলে বাজেট ঘাটতি মেটাতে সরকারকে ব্যাংক ঋণের ওপর আরো নির্ভরশীল হতে হবে, যা বেসরকারি খাতের ঋণপ্রবাহে চাপ সৃষ্টি করবে। <box>963 245 1139 329</box>
paragraph: লন্ডন এ প্রসঙ্গে জানতে চাইলে অন্তর্বর্তী সরকারের প্রধান উপদেষ্টা ড. মুহাম্মদ ইউনূস তিনি প্রশ্নকর্তাকে জানিয়েছেন যে আওয়ামী লীগ এখন রাজনৈতিক দল হিসেবে কার্যক্রম চালাতে পারছে না। <box>391 968 570 1069</box>
paragraph: অন্তর্বর্তী সরকারের পক্ষ থেকে এপ্রিলের প্রথমার্ধে নির্বাচনের কথা বলা হলেও বিএনপি তা মেনে নেয়নি। <box>1150 1175 1534 1206</box>
subheading: প্রতিযোগিতায় বাংলাদেশের অবস্থা <box>1150 1591 1298 1604</box>
paragraph: অন্তর্বর্তী সরকারের পক্ষ থেকে এপ্রিলের প্রথমার্ধে নির্বাচনের কথা বলা হলেও বিএনপি তা মেনে নেয়নি। <box>1150 243 1534 274</box>
paragraph: বাংলাদেশ থেকে ৭৩৯ কোটি ডলারের তৈরী পোশাক রফতানি হয়েছে। গত বছরের একই সময়ের তুলনায় যা বেশি। <box>1150 1784 1534 1815</box>
editorial-email: editorialdiganta21@gmail.com <box>1260 51 1462 66</box>
story-body <box>572 1422 761 2370</box>
paragraph: বিশ্লেষকরা মনে করেন, নির্বাচনের তারিখ নিয়ে সমঝোতা হলে রাজনৈতিক দলগুলোর মধ্যে আস্থার সম্পর্ক তৈরি হবে। <box>1150 582 1534 612</box>
paragraph: অর্থবছরের বাজেট নিয়ে কথা বলতে গিয়ে তিনি বলেন, এটি একটি অন্তর্বর্তীকালীন বাজেট। এ বাজেটে জনগণের প্রত্যাশা পূরণের চেষ্টা করা হয়েছে। <box>572 1516 761 1583</box>
paragraph: ভারতে বসে শেখ হাসিনা নানা বক্তব্য দিচ্ছেন, যা সমালোচিত হচ্ছে। দেশের রাজনৈতিক বিশ্লেষকেরা বলছেন, অন্তর্বর্তী সরকারের সংস্কার প্রক্রিয়া চলমান থাকলেও পুরনো রাজনৈতিক সংস্কৃতি থেকে বের হওয়া কঠিন হয়ে পড়েছে। দলের মধ্যে অনিশ্চয়তা ও ভয় কাজ করছে। <box>199 394 379 531</box>
paragraph: অন্য দিকে, জাতীয় সঞ্চয়পত্র থেকে নিট ঋণ নেতিবাচক ধারায় রয়েছে। ফলে সরকারকে বৈদেশিক উৎস ও ব্যাংক ব্যবস্থা থেকে বেশি ঋণ নিতে হচ্ছে। <box>776 608 952 674</box>
paragraph: প্রতিবেদনে আরো বলা হয়েছে, ঘটনার সময় উপস্থিত পুলিশ সদস্যরা নিষ্ক্রিয় ছিলেন এবং তারা কোনো পদক্ষেপ নেননি। <box>963 1833 1139 1899</box>
paragraph: সফরে রয়েছেন। সেখানে ইউনূস-তারেক বৈঠকের মধ্য দিয়ে নির্বাচনের তারিখ চূড়ান্ত হওয়ার সম্ভাবনা রয়েছে বলে রাজনৈতিক মহলে আলোচনা চলছে। <box>1150 1101 1534 1132</box>
paragraph: সরকারের চেষ্টাতে একটি নিরপেক্ষ নির্বাচন হবে বলে আশা প্রকাশ করেছেন তিনি। তিনি বলেন, সংস্কার ও নির্বাচন একসাথে চলতে পারে। <box>572 1644 761 1710</box>
headline: ট্রাম্পের পাল্টা শুল্কের মধ্যেও <box>1150 1443 1534 1488</box>
paragraph: আদালতে হাজির করার সময় আসামিকে নিরাপত্তা দেয়া হয়নি বলে অভিযোগ করেছেন আইনজীবীরা। তারা বলেন, বিচারকের সামনেই ঘটনাটি ঘটে। <box>776 1505 952 1571</box>
paragraph: তারেক রহমানের দেশে ফেরার বিষয়েও আলোচনা হতে পারে বলে জানা গেছে। দীর্ঘ দিন ধরে তিনি লন্ডনে অবস্থান করছেন। <box>1150 1064 1534 1094</box>
paragraph: চীনের বিকল্প বাজার হিসেবে বাংলাদেশের অবস্থান শক্তিশালী হচ্ছে বলে মনে করছেন বিশ্লেষকরা। <box>1150 2065 1534 2096</box>
paragraph: সরকারের চেষ্টাতে একটি নিরপেক্ষ নির্বাচন হবে বলে আশা প্রকাশ করেছেন তিনি। তিনি বলেন, সংস্কার ও নির্বাচন একসাথে চলতে পারে। <box>572 1444 761 1510</box>
paragraph: অন্তর্বর্তী সরকারের পক্ষ থেকে এপ্রিলের প্রথমার্ধে নির্বাচনের কথা বলা হলেও বিএনপি তা মেনে নেয়নি। <box>1150 507 1534 538</box>
headline: বাড়ছে বাজেট বাস্তবায়ন <box>776 105 1139 146</box>
paragraph: বিশেষজ্ঞরা মনে করছেন, আগামী অর্থবছরে বাজেট বাস্তবায়নের হার বাড়াতে প্রকল্প ব্যবস্থাপনায় দক্ষতা বৃদ্ধি জরুরি। <box>776 752 952 819</box>
paragraph: শক্তিশালী কূটনৈতিক সম্পর্ক বজায় রাখা এবং শ্রমিক অধিকার নিশ্চিত করা জরুরি বলে মত দিয়েছেন সংশ্লিষ্টরা। <box>1150 2139 1534 2170</box>
paragraph: দলের অনেক সিনিয়র নেতা এখন প্রকাশ্যে আসতে পারছেন না। কেউ কেউ আদালতে হাজির হয়ে জামিন নিচ্ছেন, আবার অনেকে কারাগারে রয়েছেন। <box>199 1114 379 1181</box>
story-reform <box>572 1381 761 2394</box>
paragraph: বিশ্লেষকরা মনে করেন, নির্বাচনের তারিখ নিয়ে সমঝোতা হলে রাজনৈতিক দলগুলোর মধ্যে আস্থার সম্পর্ক তৈরি হবে। <box>1150 1026 1534 1057</box>
dateline: শুক্রবার ১৩ জুন ২০২৫, ৩০ জ্যৈষ্ঠ ১৪৩২ <box>1241 27 1462 42</box>
paragraph: নাগরিক কোয়ালিশন মনে করে, এপ্রিল মাসে নির্বাচনের জন্য উপযুক্ত নয়। কারণ ওই সময়ে রমজান ও গ্রীষ্মকাল থাকবে। <box>572 1588 761 1637</box>
paragraph: সংশ্লিষ্টরা মনে করেন, আগামী নির্বাচনে আওয়ামী লীগের অংশগ্রহণ নিয়ে এখনো অনিশ্চয়তা রয়ে গেছে। এ বিষয়ে অন্তর্বর্তী সরকার কোনো স্পষ্ট সিদ্ধান্ত জানায়নি। <box>199 192 379 258</box>
paragraph: বৈঠকে মূল ফোকাস থাকবে নির্বাচনের ওপর। দলীয় সূত্রগুলো বলছে, তারেক রহমান আলোচনায় সুস্পষ্ট রোডম্যাপ চাইবেন। <box>1150 989 1534 1020</box>
subheading: দলের টার্নিং পয়েন্ট বড় ক্ষতি আওয়ামী লীগের <box>199 155 379 186</box>
subheading: নেতৃত্ব হাতছাড়া করতে চান না হাসিনা <box>8 1119 173 1132</box>
